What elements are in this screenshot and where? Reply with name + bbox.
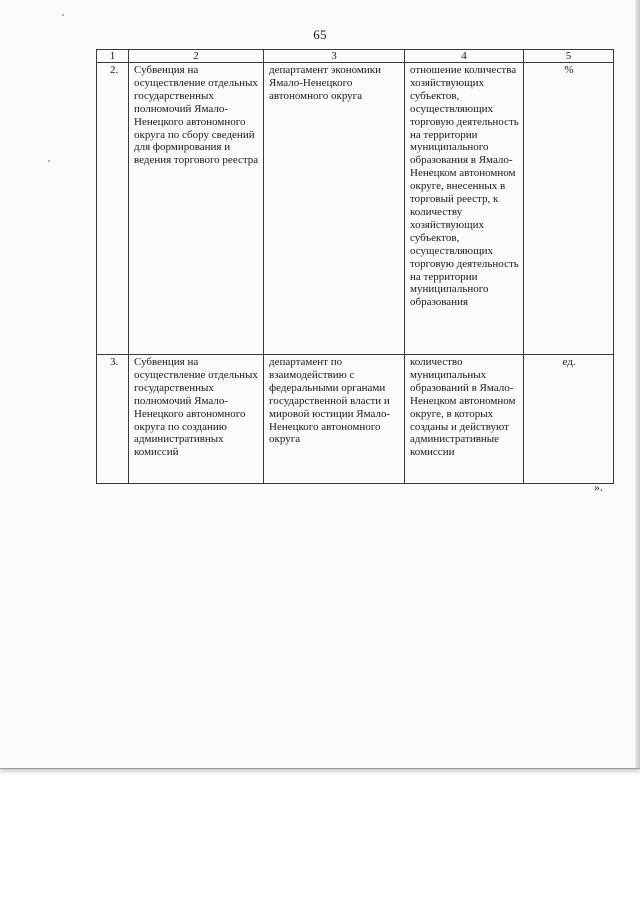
column-header-2: 2 xyxy=(129,50,264,63)
page-edge-shadow xyxy=(635,0,640,768)
table-header-row xyxy=(97,50,614,63)
table-row xyxy=(97,63,614,355)
responsible-department: департамент по взаимодействию с федеральными органами государственной власти и мировой юстиции Ямало-Ненецкого автономного округа xyxy=(264,355,405,484)
subvention-table xyxy=(96,49,614,484)
row-number: 3. xyxy=(97,355,129,484)
column-header-4: 4 xyxy=(405,50,524,63)
subvention-name: Субвенция на осуществление отдельных государственных полномочий Ямало-Ненецкого автономного округа по созданию административных комиссий xyxy=(129,355,264,484)
closing-quote-mark: ». xyxy=(594,480,603,494)
responsible-department: департамент экономики Ямало-Ненецкого автономного округа xyxy=(264,63,405,355)
page-number: 65 xyxy=(313,27,327,42)
unit-of-measure: % xyxy=(524,63,614,355)
subvention-name: Субвенция на осуществление отдельных государственных полномочий Ямало-Ненецкого автономного округа по сбору сведений для формирования и ведения торгового реестра xyxy=(129,63,264,355)
scan-speck xyxy=(48,160,50,162)
indicator-description: количество муниципальных образований в Ямало-Ненецком автономном округе, в которых созданы и действуют административные комиссии xyxy=(405,355,524,484)
table-row xyxy=(97,355,614,484)
indicator-description: отношение количества хозяйствующих субъектов, осуществляющих торговую деятельность на территории муниципального образования в Ямало-Ненецком автономном округе, внесенных в торговый реестр, к количеству хозяйствующих субъектов, осуществляющих торговую деятельность на территории муниципального образования xyxy=(405,63,524,355)
column-header-1: 1 xyxy=(97,50,129,63)
row-number: 2. xyxy=(97,63,129,355)
column-header-3: 3 xyxy=(264,50,405,63)
column-header-5: 5 xyxy=(524,50,614,63)
scan-speck xyxy=(62,14,64,16)
unit-of-measure: ед. xyxy=(524,355,614,484)
